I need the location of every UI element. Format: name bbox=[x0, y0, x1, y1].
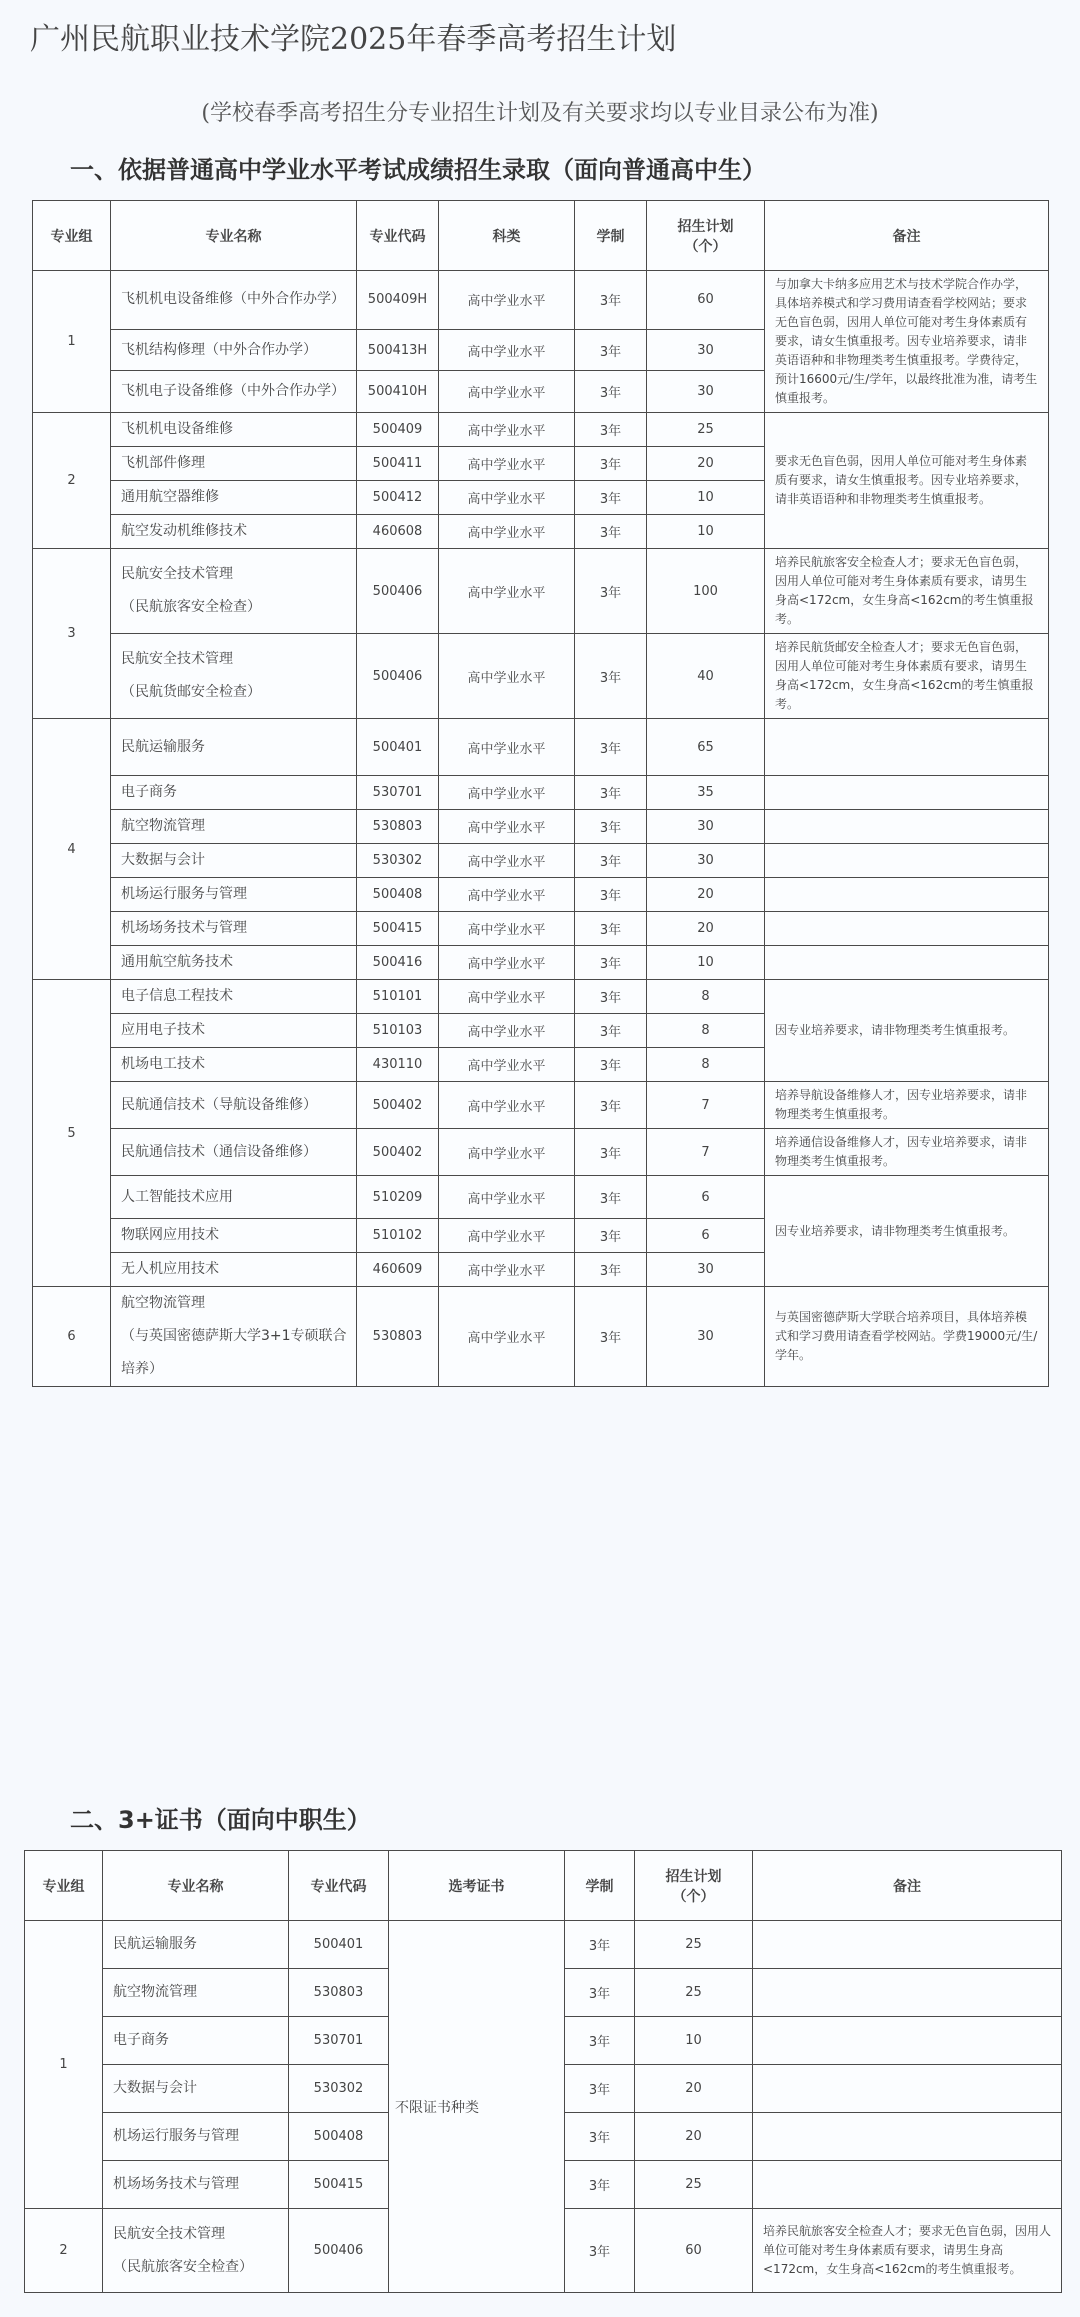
study-years: 3年 bbox=[565, 1969, 635, 2017]
subject-type: 高中学业水平 bbox=[439, 912, 575, 946]
remark: 因专业培养要求，请非物理类考生慎重报考。 bbox=[765, 980, 1049, 1082]
major-name: 民航安全技术管理 （民航货邮安全检查） bbox=[111, 634, 357, 719]
header-row bbox=[25, 1851, 1062, 1921]
major-code: 500406 bbox=[357, 549, 439, 634]
study-years: 3年 bbox=[575, 447, 647, 481]
group-number: 2 bbox=[25, 2209, 103, 2293]
major-code: 500412 bbox=[357, 481, 439, 515]
remark: 与加拿大卡纳多应用艺术与技术学院合作办学，具体培养模式和学习费用请查看学校网站；要求无色盲色弱，因用人单位可能对考生身体素质有要求，请女生慎重报考。因专业培养要求，请非英语语种和非物理类考生慎重报考。学费待定，预计16600元/生/学年，以最终批准为准，请考生慎重报考。 bbox=[765, 271, 1049, 413]
header-row bbox=[33, 201, 1049, 271]
subject-type: 高中学业水平 bbox=[439, 946, 575, 980]
major-code: 500409 bbox=[357, 413, 439, 447]
major-code: 530803 bbox=[357, 810, 439, 844]
subject-type: 高中学业水平 bbox=[439, 1129, 575, 1176]
plan-count: 30 bbox=[647, 810, 765, 844]
major-name: 电子商务 bbox=[103, 2017, 289, 2065]
major-code: 500408 bbox=[289, 2113, 389, 2161]
table-row bbox=[33, 1129, 1049, 1176]
certificate-type: 不限证书种类 bbox=[389, 1921, 565, 2293]
study-years: 3年 bbox=[575, 1253, 647, 1287]
study-years: 3年 bbox=[575, 844, 647, 878]
subject-type: 高中学业水平 bbox=[439, 719, 575, 776]
group-number: 3 bbox=[33, 549, 111, 719]
major-code: 500410H bbox=[357, 371, 439, 413]
major-name: 民航运输服务 bbox=[111, 719, 357, 776]
major-code: 530302 bbox=[289, 2065, 389, 2113]
study-years: 3年 bbox=[575, 1176, 647, 1219]
study-years: 3年 bbox=[565, 1921, 635, 1969]
group-number: 2 bbox=[33, 413, 111, 549]
subject-type: 高中学业水平 bbox=[439, 1219, 575, 1253]
table-row bbox=[33, 413, 1049, 447]
table-row bbox=[33, 810, 1049, 844]
subject-type: 高中学业水平 bbox=[439, 1287, 575, 1387]
study-years: 3年 bbox=[575, 634, 647, 719]
major-name: 航空发动机维修技术 bbox=[111, 515, 357, 549]
major-name: 电子信息工程技术 bbox=[111, 980, 357, 1014]
study-years: 3年 bbox=[575, 776, 647, 810]
subject-type: 高中学业水平 bbox=[439, 1253, 575, 1287]
study-years: 3年 bbox=[575, 413, 647, 447]
subject-type: 高中学业水平 bbox=[439, 447, 575, 481]
group-number: 6 bbox=[33, 1287, 111, 1387]
study-years: 3年 bbox=[575, 719, 647, 776]
remark: 培养民航旅客安全检查人才；要求无色盲色弱，因用人单位可能对考生身体素质有要求，请男生身高<172cm，女生身高<162cm的考生慎重报考。 bbox=[753, 2209, 1062, 2293]
major-code: 510101 bbox=[357, 980, 439, 1014]
major-code: 460609 bbox=[357, 1253, 439, 1287]
plan-count: 8 bbox=[647, 1048, 765, 1082]
page-title: 广州民航职业技术学院2025年春季高考招生计划 bbox=[30, 22, 677, 57]
remark bbox=[765, 844, 1049, 878]
plan-count: 20 bbox=[647, 878, 765, 912]
remark bbox=[765, 946, 1049, 980]
major-name: 航空物流管理 （与英国密德萨斯大学3+1专硕联合培养） bbox=[111, 1287, 357, 1387]
major-code: 500406 bbox=[289, 2209, 389, 2293]
plan-count: 65 bbox=[647, 719, 765, 776]
plan-count: 20 bbox=[635, 2113, 753, 2161]
section1-title: 一、依据普通高中学业水平考试成绩招生录取（面向普通高中生） bbox=[70, 156, 766, 184]
study-years: 3年 bbox=[565, 2065, 635, 2113]
major-code: 530302 bbox=[357, 844, 439, 878]
major-name: 民航通信技术（通信设备维修） bbox=[111, 1129, 357, 1176]
subject-type: 高中学业水平 bbox=[439, 634, 575, 719]
remark bbox=[753, 2161, 1062, 2209]
plan-count: 60 bbox=[635, 2209, 753, 2293]
plan-count: 40 bbox=[647, 634, 765, 719]
study-years: 3年 bbox=[565, 2017, 635, 2065]
plan-count: 25 bbox=[635, 1921, 753, 1969]
major-code: 500402 bbox=[357, 1082, 439, 1129]
major-name: 通用航空器维修 bbox=[111, 481, 357, 515]
table-row bbox=[33, 844, 1049, 878]
column-header: 专业名称 bbox=[111, 201, 357, 271]
plan-count: 7 bbox=[647, 1129, 765, 1176]
major-code: 500402 bbox=[357, 1129, 439, 1176]
study-years: 3年 bbox=[575, 515, 647, 549]
table-row bbox=[33, 271, 1049, 330]
table-row bbox=[33, 912, 1049, 946]
major-code: 530701 bbox=[357, 776, 439, 810]
column-header: 科类 bbox=[439, 201, 575, 271]
major-name: 飞机结构修理（中外合作办学） bbox=[111, 329, 357, 371]
group-number: 4 bbox=[33, 719, 111, 980]
remark bbox=[765, 878, 1049, 912]
major-name: 机场场务技术与管理 bbox=[111, 912, 357, 946]
column-header: 学制 bbox=[565, 1851, 635, 1921]
major-code: 510103 bbox=[357, 1014, 439, 1048]
table-row bbox=[33, 946, 1049, 980]
table-row bbox=[33, 1082, 1049, 1129]
group-number: 1 bbox=[25, 1921, 103, 2209]
plan-count: 10 bbox=[647, 515, 765, 549]
subject-type: 高中学业水平 bbox=[439, 1048, 575, 1082]
table-row bbox=[33, 980, 1049, 1014]
remark bbox=[753, 1921, 1062, 1969]
major-name: 机场电工技术 bbox=[111, 1048, 357, 1082]
column-header: 备注 bbox=[753, 1851, 1062, 1921]
column-header: 备注 bbox=[765, 201, 1049, 271]
subject-type: 高中学业水平 bbox=[439, 776, 575, 810]
table-row bbox=[33, 878, 1049, 912]
subject-type: 高中学业水平 bbox=[439, 1176, 575, 1219]
major-code: 430110 bbox=[357, 1048, 439, 1082]
subject-type: 高中学业水平 bbox=[439, 271, 575, 330]
subject-type: 高中学业水平 bbox=[439, 844, 575, 878]
plan-count: 30 bbox=[647, 1253, 765, 1287]
plan-count: 20 bbox=[635, 2065, 753, 2113]
remark: 培养民航旅客安全检查人才；要求无色盲色弱，因用人单位可能对考生身体素质有要求，请男生身高<172cm，女生身高<162cm的考生慎重报考。 bbox=[765, 549, 1049, 634]
major-name: 机场运行服务与管理 bbox=[103, 2113, 289, 2161]
table-row bbox=[33, 1176, 1049, 1219]
plan-count: 25 bbox=[635, 2161, 753, 2209]
remark: 因专业培养要求，请非物理类考生慎重报考。 bbox=[765, 1176, 1049, 1287]
remark: 培养民航货邮安全检查人才；要求无色盲色弱，因用人单位可能对考生身体素质有要求，请男生身高<172cm，女生身高<162cm的考生慎重报考。 bbox=[765, 634, 1049, 719]
column-header: 专业代码 bbox=[289, 1851, 389, 1921]
section2-title: 二、3+证书（面向中职生） bbox=[70, 1806, 371, 1834]
major-name: 飞机机电设备维修 bbox=[111, 413, 357, 447]
plan-count: 20 bbox=[647, 912, 765, 946]
major-name: 民航安全技术管理 （民航旅客安全检查） bbox=[103, 2209, 289, 2293]
study-years: 3年 bbox=[565, 2113, 635, 2161]
plan-count: 20 bbox=[647, 447, 765, 481]
major-code: 510209 bbox=[357, 1176, 439, 1219]
major-name: 无人机应用技术 bbox=[111, 1253, 357, 1287]
remark bbox=[753, 2065, 1062, 2113]
study-years: 3年 bbox=[575, 1287, 647, 1387]
major-name: 人工智能技术应用 bbox=[111, 1176, 357, 1219]
study-years: 3年 bbox=[565, 2161, 635, 2209]
remark bbox=[753, 2017, 1062, 2065]
major-code: 500408 bbox=[357, 878, 439, 912]
major-name: 航空物流管理 bbox=[103, 1969, 289, 2017]
subject-type: 高中学业水平 bbox=[439, 1014, 575, 1048]
group-number: 1 bbox=[33, 271, 111, 413]
major-code: 530701 bbox=[289, 2017, 389, 2065]
table-row bbox=[33, 719, 1049, 776]
enrollment-table-vocational bbox=[24, 1850, 1062, 2293]
major-name: 飞机机电设备维修（中外合作办学） bbox=[111, 271, 357, 330]
subject-type: 高中学业水平 bbox=[439, 515, 575, 549]
plan-count: 7 bbox=[647, 1082, 765, 1129]
major-code: 500413H bbox=[357, 329, 439, 371]
study-years: 3年 bbox=[575, 271, 647, 330]
subject-type: 高中学业水平 bbox=[439, 980, 575, 1014]
major-name: 通用航空航务技术 bbox=[111, 946, 357, 980]
plan-count: 60 bbox=[647, 271, 765, 330]
subject-type: 高中学业水平 bbox=[439, 549, 575, 634]
plan-count: 10 bbox=[635, 2017, 753, 2065]
major-code: 500415 bbox=[289, 2161, 389, 2209]
major-code: 500415 bbox=[357, 912, 439, 946]
plan-count: 6 bbox=[647, 1219, 765, 1253]
remark bbox=[765, 776, 1049, 810]
study-years: 3年 bbox=[575, 810, 647, 844]
study-years: 3年 bbox=[575, 1129, 647, 1176]
major-name: 物联网应用技术 bbox=[111, 1219, 357, 1253]
subject-type: 高中学业水平 bbox=[439, 371, 575, 413]
table-row bbox=[33, 1287, 1049, 1387]
major-name: 电子商务 bbox=[111, 776, 357, 810]
major-name: 应用电子技术 bbox=[111, 1014, 357, 1048]
plan-count: 8 bbox=[647, 1014, 765, 1048]
subject-type: 高中学业水平 bbox=[439, 481, 575, 515]
column-header: 专业代码 bbox=[357, 201, 439, 271]
study-years: 3年 bbox=[575, 1219, 647, 1253]
remark: 与英国密德萨斯大学联合培养项目，具体培养模式和学习费用请查看学校网站。学费19000元/生/学年。 bbox=[765, 1287, 1049, 1387]
remark: 培养通信设备维修人才，因专业培养要求，请非物理类考生慎重报考。 bbox=[765, 1129, 1049, 1176]
plan-count: 30 bbox=[647, 844, 765, 878]
column-header: 招生计划 （个） bbox=[647, 201, 765, 271]
column-header: 专业组 bbox=[25, 1851, 103, 1921]
major-name: 民航安全技术管理 （民航旅客安全检查） bbox=[111, 549, 357, 634]
column-header: 学制 bbox=[575, 201, 647, 271]
plan-count: 25 bbox=[635, 1969, 753, 2017]
study-years: 3年 bbox=[575, 946, 647, 980]
remark bbox=[765, 912, 1049, 946]
study-years: 3年 bbox=[575, 980, 647, 1014]
enrollment-table-general bbox=[32, 200, 1049, 1387]
subject-type: 高中学业水平 bbox=[439, 329, 575, 371]
major-name: 飞机部件修理 bbox=[111, 447, 357, 481]
major-code: 510102 bbox=[357, 1219, 439, 1253]
remark bbox=[753, 2113, 1062, 2161]
study-years: 3年 bbox=[575, 1048, 647, 1082]
study-years: 3年 bbox=[575, 329, 647, 371]
major-name: 民航通信技术（导航设备维修） bbox=[111, 1082, 357, 1129]
major-name: 民航运输服务 bbox=[103, 1921, 289, 1969]
major-code: 500411 bbox=[357, 447, 439, 481]
study-years: 3年 bbox=[575, 481, 647, 515]
column-header: 专业名称 bbox=[103, 1851, 289, 1921]
major-name: 航空物流管理 bbox=[111, 810, 357, 844]
plan-count: 10 bbox=[647, 946, 765, 980]
table-row bbox=[33, 549, 1049, 634]
table-row bbox=[33, 776, 1049, 810]
study-years: 3年 bbox=[575, 878, 647, 912]
major-code: 500416 bbox=[357, 946, 439, 980]
column-header: 选考证书 bbox=[389, 1851, 565, 1921]
study-years: 3年 bbox=[575, 912, 647, 946]
plan-count: 25 bbox=[647, 413, 765, 447]
subject-type: 高中学业水平 bbox=[439, 1082, 575, 1129]
study-years: 3年 bbox=[565, 2209, 635, 2293]
table-row bbox=[33, 634, 1049, 719]
major-name: 机场运行服务与管理 bbox=[111, 878, 357, 912]
plan-count: 35 bbox=[647, 776, 765, 810]
group-number: 5 bbox=[33, 980, 111, 1287]
major-name: 大数据与会计 bbox=[103, 2065, 289, 2113]
column-header: 专业组 bbox=[33, 201, 111, 271]
study-years: 3年 bbox=[575, 371, 647, 413]
study-years: 3年 bbox=[575, 1014, 647, 1048]
major-code: 500409H bbox=[357, 271, 439, 330]
column-header: 招生计划 （个） bbox=[635, 1851, 753, 1921]
major-code: 500401 bbox=[357, 719, 439, 776]
major-name: 飞机电子设备维修（中外合作办学） bbox=[111, 371, 357, 413]
major-code: 530803 bbox=[289, 1969, 389, 2017]
plan-count: 8 bbox=[647, 980, 765, 1014]
major-code: 500401 bbox=[289, 1921, 389, 1969]
table-row bbox=[25, 1921, 1062, 1969]
major-code: 530803 bbox=[357, 1287, 439, 1387]
plan-count: 30 bbox=[647, 329, 765, 371]
subject-type: 高中学业水平 bbox=[439, 810, 575, 844]
plan-count: 6 bbox=[647, 1176, 765, 1219]
major-code: 460608 bbox=[357, 515, 439, 549]
remark bbox=[765, 719, 1049, 776]
major-name: 大数据与会计 bbox=[111, 844, 357, 878]
remark: 培养导航设备维修人才，因专业培养要求，请非物理类考生慎重报考。 bbox=[765, 1082, 1049, 1129]
remark bbox=[753, 1969, 1062, 2017]
study-years: 3年 bbox=[575, 1082, 647, 1129]
subject-type: 高中学业水平 bbox=[439, 413, 575, 447]
remark bbox=[765, 810, 1049, 844]
plan-count: 10 bbox=[647, 481, 765, 515]
major-code: 500406 bbox=[357, 634, 439, 719]
major-name: 机场场务技术与管理 bbox=[103, 2161, 289, 2209]
page-subtitle: (学校春季高考招生分专业招生计划及有关要求均以专业目录公布为准) bbox=[201, 101, 879, 126]
subject-type: 高中学业水平 bbox=[439, 878, 575, 912]
remark: 要求无色盲色弱，因用人单位可能对考生身体素质有要求，请女生慎重报考。因专业培养要求，请非英语语种和非物理类考生慎重报考。 bbox=[765, 413, 1049, 549]
study-years: 3年 bbox=[575, 549, 647, 634]
plan-count: 100 bbox=[647, 549, 765, 634]
plan-count: 30 bbox=[647, 371, 765, 413]
plan-count: 30 bbox=[647, 1287, 765, 1387]
